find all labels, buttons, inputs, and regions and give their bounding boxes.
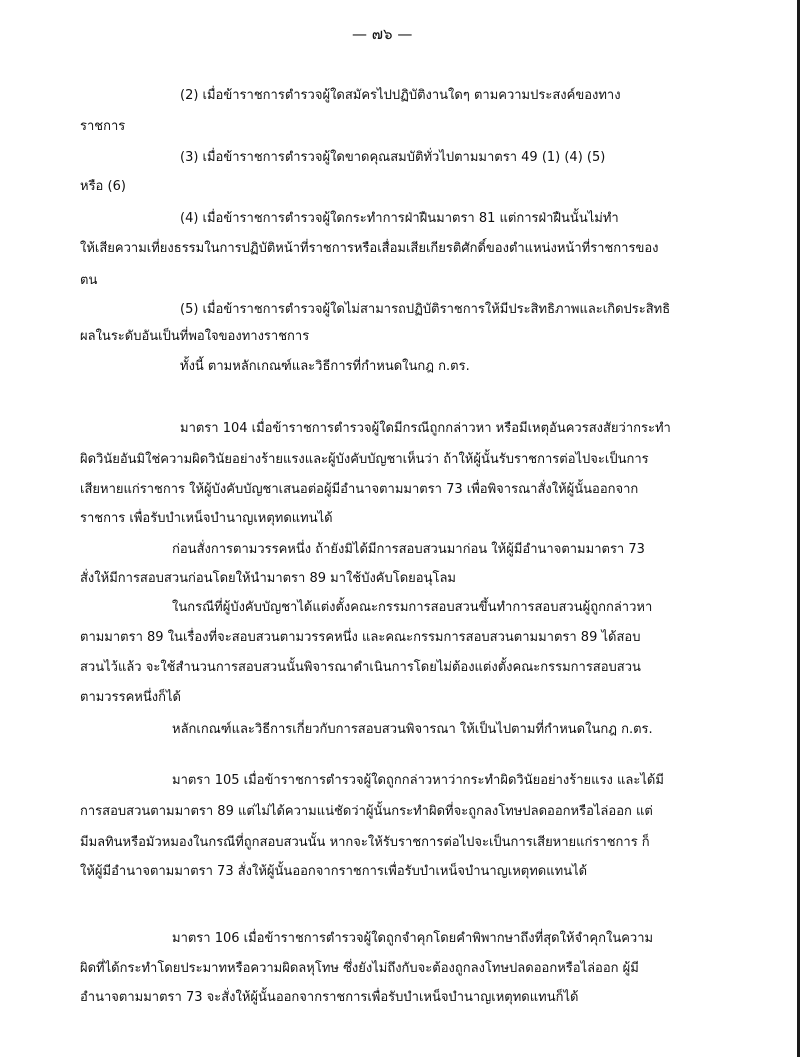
text-line: ผิดวินัยอันมิใช่ความผิดวินัยอย่างร้ายแรงและผู้บังคับบัญชาเห็นว่า ถ้าให้ผู้นั้นรับราชการต่อไปจะเป็นการ: [80, 452, 649, 467]
text-line: เสียหายแก่ราชการ ให้ผู้บังคับบัญชาเสนอต่อผู้มีอำนาจตามมาตรา 73 เพื่อพิจารณาสั่งให้ผู้นั้นออกจาก: [80, 482, 639, 497]
text-line: ตน: [80, 273, 98, 288]
text-line: หรือ (6): [80, 179, 126, 194]
text-line: ก่อนสั่งการตามวรรคหนึ่ง ถ้ายังมิได้มีการสอบสวนมาก่อน ให้ผู้มีอำนาจตามมาตรา 73: [172, 542, 645, 557]
text-line: (4) เมื่อข้าราชการตำรวจผู้ใดกระทำการฝ่าฝืนมาตรา 81 แต่การฝ่าฝืนนั้นไม่ทำ: [180, 211, 619, 226]
text-line: ให้เสียความเที่ยงธรรมในการปฏิบัติหน้าที่ราชการหรือเสื่อมเสียเกียรติศักดิ์ของตำแหน่งหน้าที่ราชการของ: [80, 241, 659, 256]
text-line: ราชการ เพื่อรับบำเหน็จบำนาญเหตุทดแทนได้: [80, 511, 333, 526]
text-line: (3) เมื่อข้าราชการตำรวจผู้ใดขาดคุณสมบัติทั่วไปตามมาตรา 49 (1) (4) (5): [180, 150, 606, 165]
text-line: สั่งให้มีการสอบสวนก่อนโดยให้นำมาตรา 89 มาใช้บังคับโดยอนุโลม: [80, 571, 456, 586]
page-number: — ๗๖ —: [352, 25, 413, 43]
text-line: ตามวรรคหนึ่งก็ได้: [80, 690, 181, 705]
text-line: มาตรา 104 เมื่อข้าราชการตำรวจผู้ใดมีกรณีถูกกล่าวหา หรือมีเหตุอันควรสงสัยว่ากระทำ: [180, 421, 671, 436]
text-line: (5) เมื่อข้าราชการตำรวจผู้ใดไม่สามารถปฏิบัติราชการให้มีประสิทธิภาพและเกิดประสิทธิ: [180, 302, 671, 317]
text-line: มาตรา 105 เมื่อข้าราชการตำรวจผู้ใดถูกกล่าวหาว่ากระทำผิดวินัยอย่างร้ายแรง และได้มี: [172, 773, 664, 788]
text-line: สวนไว้แล้ว จะใช้สำนวนการสอบสวนนั้นพิจารณาดำเนินการโดยไม่ต้องแต่งตั้งคณะกรรมการสอบสวน: [80, 660, 641, 675]
text-line: ผิดที่ได้กระทำโดยประมาทหรือความผิดลหุโทษ ซึ่งยังไม่ถึงกับจะต้องถูกลงโทษปลดออกหรือไล่ออก ผู้มี: [80, 961, 639, 976]
text-line: ราชการ: [80, 119, 126, 134]
text-line: การสอบสวนตามมาตรา 89 แต่ไม่ได้ความแน่ชัดว่าผู้นั้นกระทำผิดที่จะถูกลงโทษปลดออกหรือไล่ออก แต่: [80, 804, 653, 819]
text-line: ให้ผู้มีอำนาจตามมาตรา 73 สั่งให้ผู้นั้นออกจากราชการเพื่อรับบำเหน็จบำนาญเหตุทดแทนได้: [80, 864, 588, 879]
text-line: อำนาจตามมาตรา 73 จะสั่งให้ผู้นั้นออกจากราชการเพื่อรับบำเหน็จบำนาญเหตุทดแทนก็ได้: [80, 990, 579, 1005]
text-line: มาตรา 106 เมื่อข้าราชการตำรวจผู้ใดถูกจำคุกโดยคำพิพากษาถึงที่สุดให้จำคุกในความ: [172, 931, 654, 946]
text-line: ทั้งนี้ ตามหลักเกณฑ์และวิธีการที่กำหนดในกฎ ก.ตร.: [180, 359, 470, 374]
text-line: ในกรณีที่ผู้บังคับบัญชาได้แต่งตั้งคณะกรรมการสอบสวนขึ้นทำการสอบสวนผู้ถูกกล่าวหา: [172, 600, 653, 615]
text-line: มีมลทินหรือมัวหมองในกรณีที่ถูกสอบสวนนั้น หากจะให้รับราชการต่อไปจะเป็นการเสียหายแก่ราชการ ก็: [80, 835, 650, 850]
text-line: ตามมาตรา 89 ในเรื่องที่จะสอบสวนตามวรรคหนึ่ง และคณะกรรมการสอบสวนตามมาตรา 89 ได้สอบ: [80, 630, 641, 645]
text-line: (2) เมื่อข้าราชการตำรวจผู้ใดสมัครไปปฏิบัติงานใดๆ ตามความประสงค์ของทาง: [180, 88, 621, 103]
text-line: หลักเกณฑ์และวิธีการเกี่ยวกับการสอบสวนพิจารณา ให้เป็นไปตามที่กำหนดในกฎ ก.ตร.: [172, 722, 653, 737]
text-line: ผลในระดับอันเป็นที่พอใจของทางราชการ: [80, 329, 310, 344]
